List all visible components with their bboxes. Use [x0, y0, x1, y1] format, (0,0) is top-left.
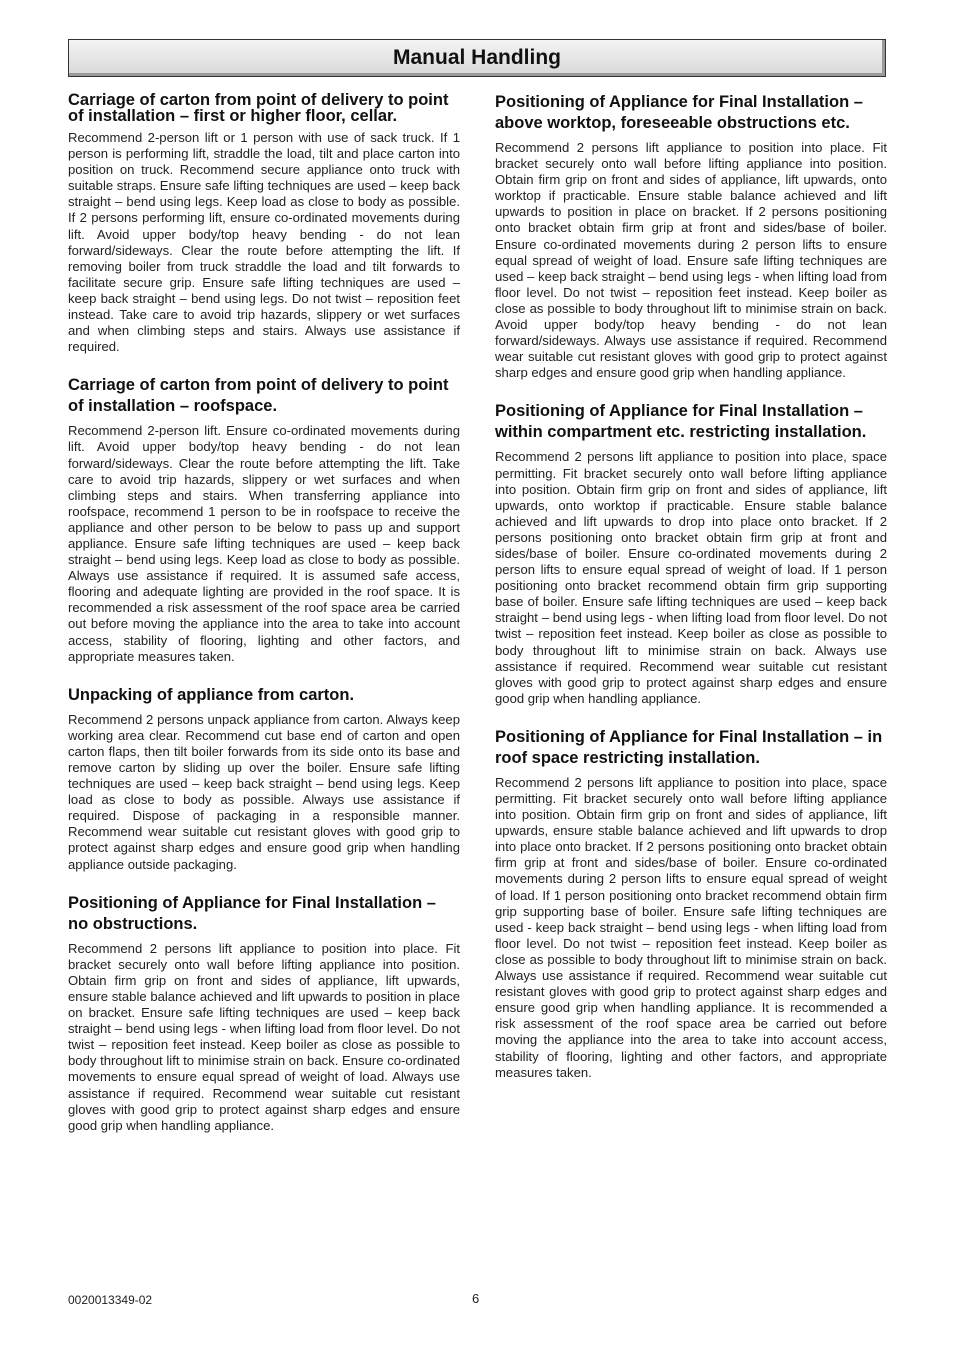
section-body: Recommend 2 persons lift appliance to position into place. Fit bracket securely onto wall before lifting appliance into position. Obtain firm grip on front and sides of appliance, lift upwards, onto worktop if practicable. Ensure stable balance achieved and lift upwards to position in place on bracket. If 2 persons positioning onto bracket obtain firm grip at front and sides/base of boiler. Ensure co-ordinated movements during 2 person lifts to ensure equal spread of weight of load. Ensure safe lifting techniques are used – keep back straight – bend using legs - when lifting load from floor level. Do not twist – reposition feet instead. Keep boiler as close as possible to body throughout lift to minimise strain on back. Avoid upper body/top heavy bending - do not lean forward/sideways. Always use assistance if required. Recommend wear suitable cut resistant gloves with good grip to protect against sharp edges and ensure good grip when handling appliance.	[495, 140, 887, 381]
section-heading: Positioning of Appliance for Final Installation – in roof space restricting installation.	[495, 727, 883, 767]
section-unpacking	[68, 685, 460, 873]
page-number: 6	[472, 1291, 480, 1306]
section-heading: Positioning of Appliance for Final Installation – above worktop, foreseeable obstructions etc.	[495, 93, 863, 132]
page-title-bar	[68, 39, 886, 77]
section-body: Recommend 2 persons lift appliance to position into place, space permitting. Fit bracket securely onto wall before lifting appliance into position. Obtain firm grip on front and sides of appliance, lift upwards, onto worktop if practicable. Ensure stable balance achieved and lift upwards to drop into place onto bracket. If 2 persons positioning onto bracket obtain firm grip at front and sides/base of boiler. Ensure co-ordinated movements during 2 person lifts to ensure equal spread of weight of load. If 1 person positioning onto bracket recommend obtain firm grip supporting base of boiler. Ensure safe lifting techniques are used – keep back straight – bend using legs - when lifting load from floor level. Do not twist – reposition feet instead. Keep boiler as close as possible to body throughout lift to minimise strain on back. Always use assistance if required. Recommend wear suitable cut resistant gloves with good grip to protect against sharp edges and ensure good grip when handling appliance.	[495, 449, 887, 706]
document-code: 0020013349-02	[68, 1293, 153, 1307]
section-heading: Carriage of carton from point of delivery to point of installation – first or higher floor, cellar.	[68, 91, 449, 125]
section-heading: Unpacking of appliance from carton.	[68, 685, 355, 704]
section-above-worktop	[495, 92, 887, 381]
section-heading: Carriage of carton from point of delivery to point of installation – roofspace.	[68, 376, 449, 416]
section-roof-space-restricting	[495, 727, 887, 1081]
section-within-compartment	[495, 401, 887, 707]
right-column	[495, 92, 887, 1101]
section-heading: Positioning of Appliance for Final Installation – no obstructions.	[68, 893, 436, 933]
section-heading: Positioning of Appliance for Final Installation – within compartment etc. restricting installation.	[495, 402, 867, 442]
page-title: Manual Handling	[393, 46, 561, 69]
left-column	[68, 92, 460, 1154]
section-body: Recommend 2 persons unpack appliance from carton. Always keep working area clear. Recommend cut base end of carton and open carton flaps, then tilt boiler forwards from its side onto its base and remove carton by sliding up over the boiler. Ensure safe lifting techniques are used – keep back straight – bend using legs. Keep load as close to body as possible. Always use assistance if required. Dispose of packaging in a responsible manner. Recommend wear suitable cut resistant gloves with good grip to protect against sharp edges and ensure good grip when handling appliance outside packaging.	[68, 711, 460, 872]
section-body: Recommend 2-person lift or 1 person with use of sack truck. If 1 person is performing lift, straddle the load, tilt and place carton into position on truck. Recommend secure appliance onto truck with suitable straps. Ensure safe lifting techniques are used – keep back straight – bend using legs. Keep load as close to body as possible. If 2 persons performing lift, ensure co-ordinated movements during lift. Avoid upper body/top heavy bending - do not lean forward/sideways. Clear the route before attempting the lift. If removing boiler from truck straddle the load and tilt forwards to facilitate secure grip. Ensure safe lifting techniques are used – keep back straight – bend using legs. Do not twist – reposition feet instead. Take care to avoid trip hazards, slippery or wet surfaces and when climbing steps and stairs. Always use assistance if required.	[68, 130, 460, 355]
section-no-obstructions	[68, 893, 460, 1134]
section-body: Recommend 2 persons lift appliance to position into place, space permitting. Fit bracket securely onto wall before lifting appliance into position. Obtain firm grip on front and sides of appliance, lift upwards, ensure stable balance achieved and lift upwards to drop into place onto bracket. If 2 persons positioning onto bracket obtain firm grip at front and sides/base of boiler. Ensure co-ordinated movements during 2 person lifts to ensure equal spread of weight of load. If 1 person positioning onto bracket recommend obtain firm grip supporting base of boiler. Ensure safe lifting techniques are used - keep back straight – bend using legs - when lifting load from floor level. Do not twist – reposition feet instead. Keep boiler as close as possible to body throughout lift to minimise strain on back. Always use assistance if required. Recommend wear suitable cut resistant gloves with good grip to protect against sharp edges and ensure good grip when handling appliance. It is recommended a risk assessment of the roof space area be carried out before moving the appliance into the area to take into account access, stability of flooring, lighting and other factors, and appropriate measures taken.	[495, 774, 887, 1080]
section-body: Recommend 2-person lift. Ensure co-ordinated movements during lift. Avoid upper body/top heavy bending - do not lean forward/sideways. Clear the route before attempting the lift. Take care to avoid trip hazards, slippery or wet surfaces and when climbing steps and stairs. When transferring appliance into roofspace, recommend 1 person to be in roofspace to receive the appliance and other person to be below to pass up and support appliance. Ensure safe lifting techniques are used – keep back straight – bend using legs. Keep load as close to body as possible. Always use assistance if required. It is assumed safe access, flooring and adequate lighting are provided in the roof space. It is recommended a risk assessment of the roof space area be carried out before moving the appliance into the area to take into account access, stability of flooring, lighting and other factors, and appropriate measures taken.	[68, 423, 460, 664]
section-carriage-roofspace	[68, 375, 460, 664]
section-carriage-first-floor	[68, 92, 460, 355]
section-body: Recommend 2 persons lift appliance to position into place. Fit bracket securely onto wall before lifting appliance into position. Obtain firm grip on front and sides of appliance, lift upwards, ensure stable balance achieved and lift upwards to position in place on bracket. Ensure safe lifting techniques are used – keep back straight – bend using legs - when lifting load from floor level. Do not twist – reposition feet instead. Keep boiler as close as possible to body throughout lift to minimise strain on back. Ensure co-ordinated movements to ensure equal spread of weight of load. Always use assistance if required. Recommend wear suitable cut resistant gloves with good grip to protect against sharp edges and ensure good grip when handling appliance.	[68, 940, 460, 1133]
